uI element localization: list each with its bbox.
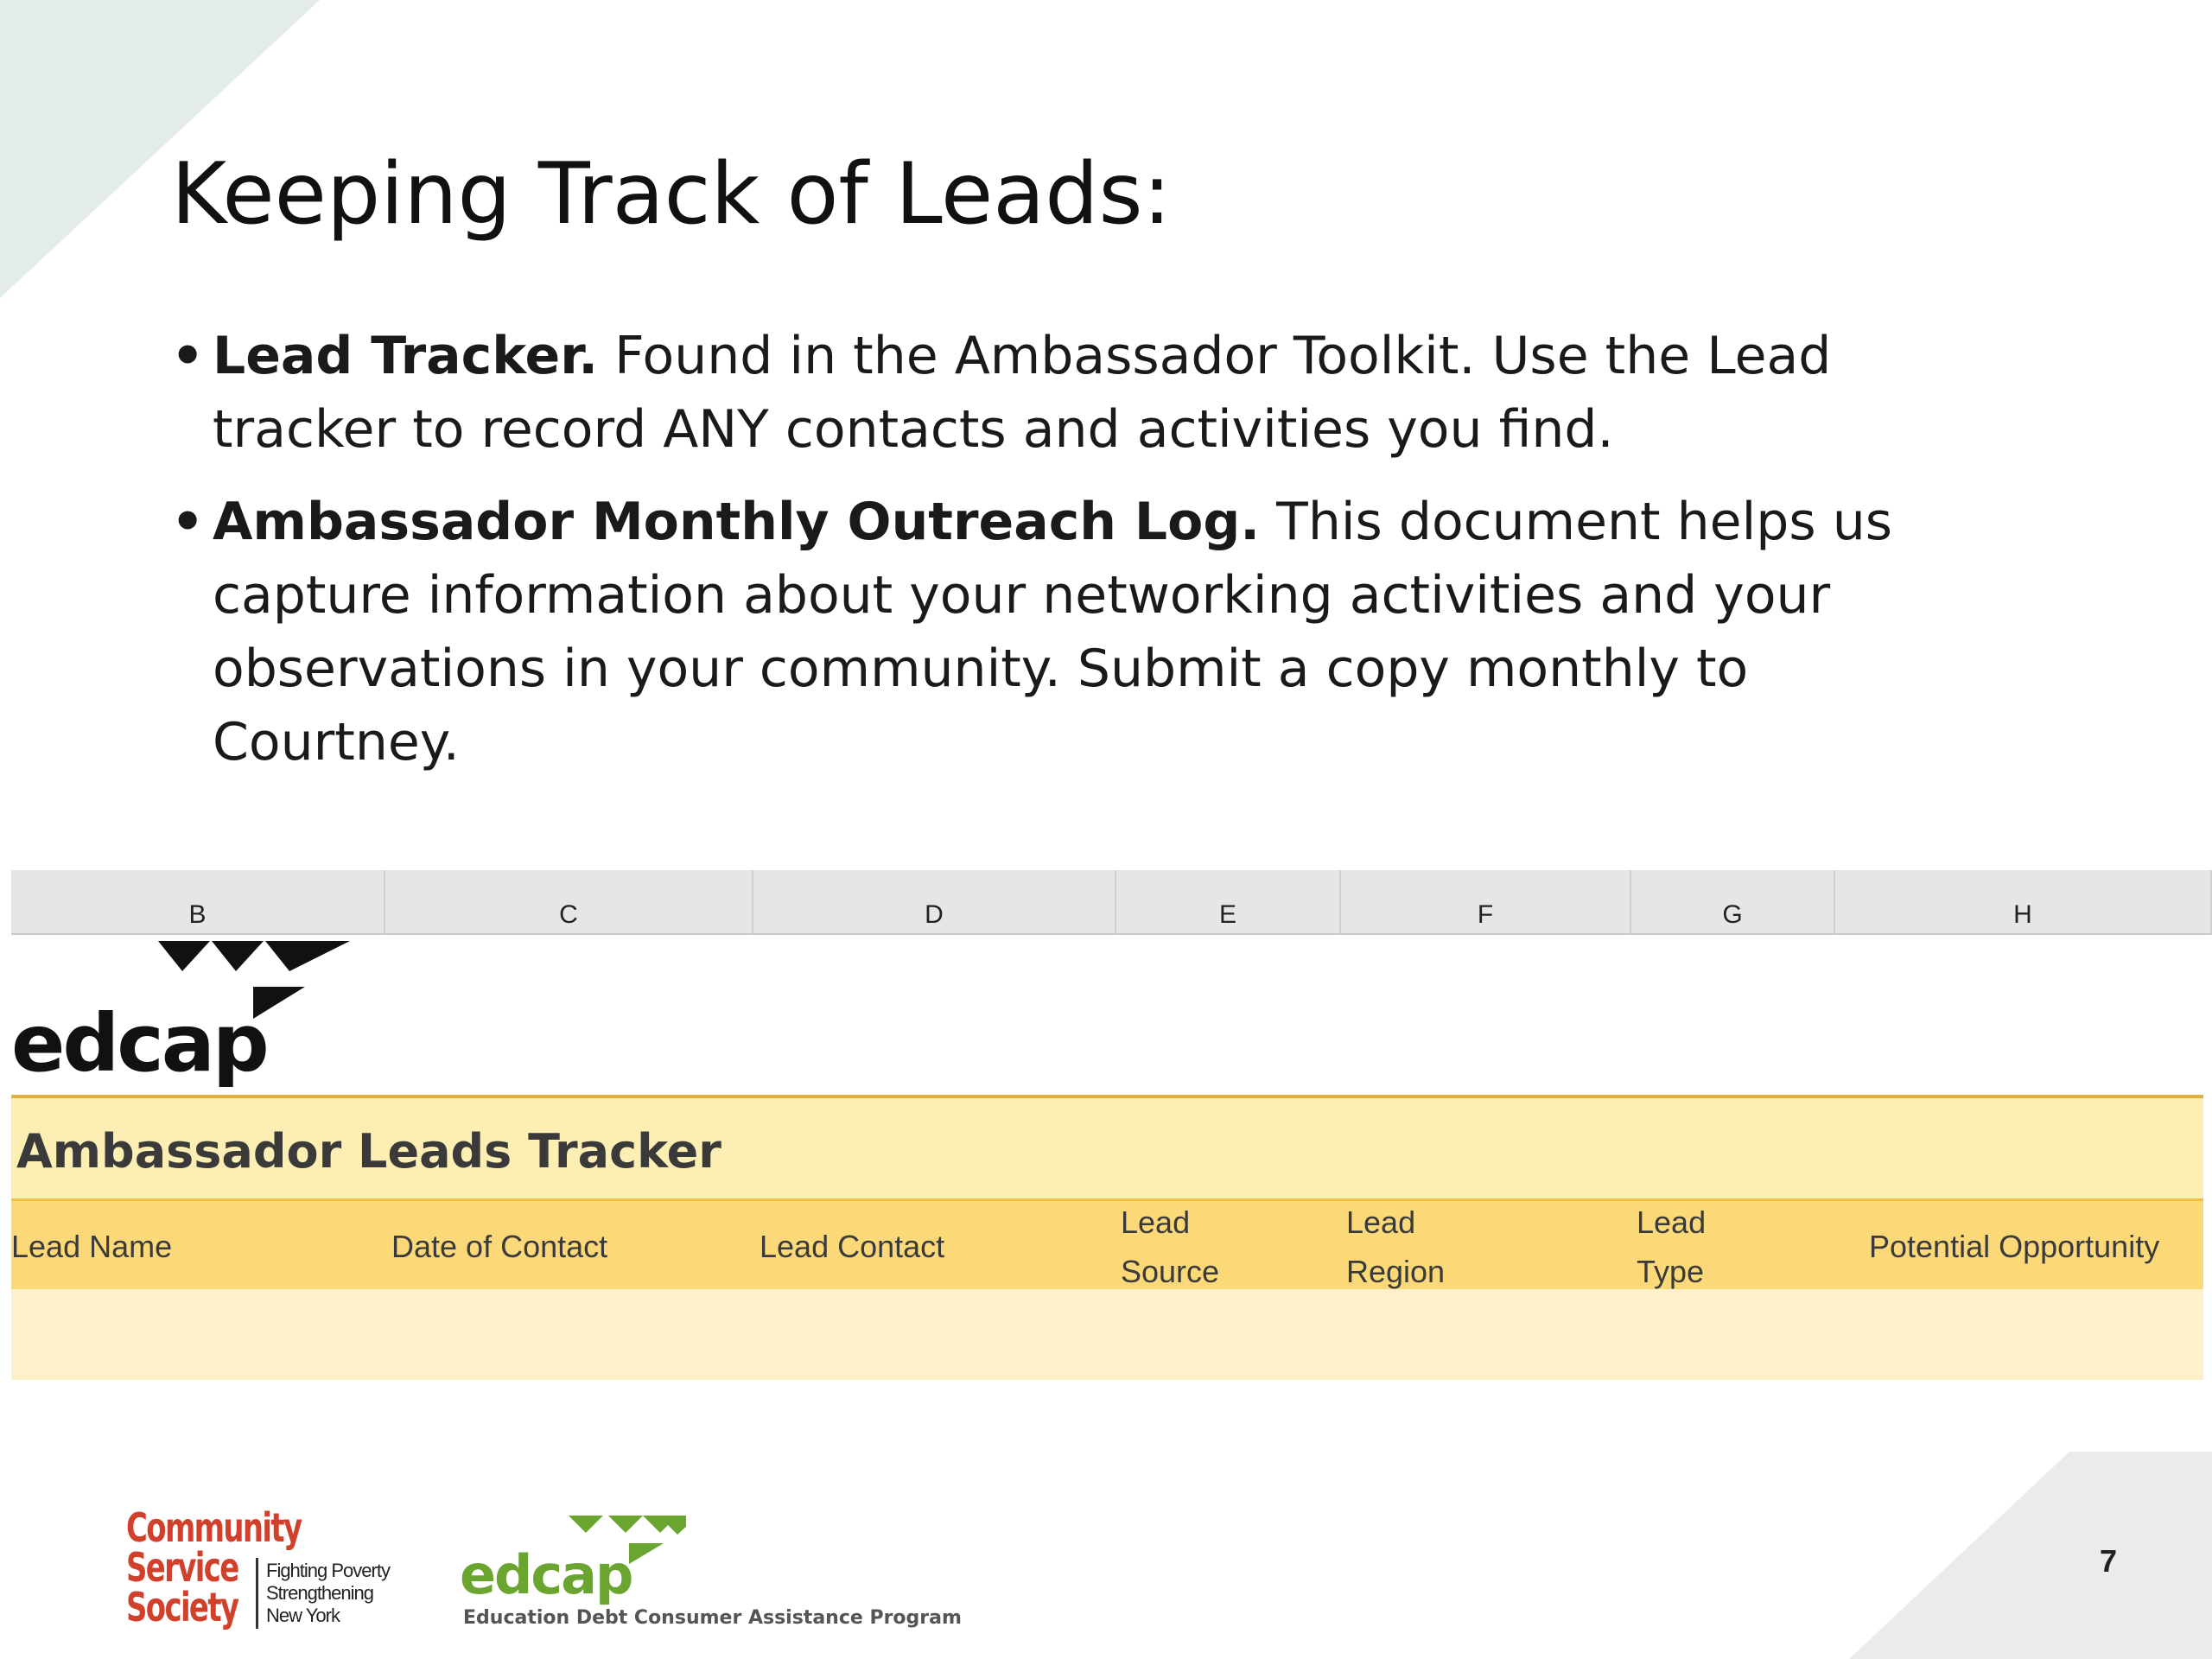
column-header-f: F <box>1341 870 1631 935</box>
css-logo-divider <box>256 1558 258 1629</box>
tracker-empty-row <box>11 1289 2203 1380</box>
css-logo-tagline: New York <box>266 1605 340 1626</box>
edcap-logo-text: edcap <box>11 997 267 1090</box>
community-service-society-logo <box>126 1504 403 1633</box>
bullet-list <box>171 320 1899 779</box>
spreadsheet-crop <box>11 870 2212 1376</box>
bullet-lead-tracker <box>171 320 1899 467</box>
css-logo-tagline: Strengthening <box>266 1582 373 1604</box>
edcap-logo-row <box>11 937 2212 1101</box>
header-date-of-contact: Date of Contact <box>391 1229 608 1264</box>
bullet-outreach-log <box>171 486 1899 779</box>
header-lead-contact: Lead Contact <box>760 1229 945 1264</box>
column-header-h: H <box>1835 870 2212 935</box>
header-lead-type: Lead Type <box>1637 1205 1707 1289</box>
bullet-dot: • <box>171 492 205 552</box>
column-header-c: C <box>385 870 753 935</box>
css-logo-word: Service <box>126 1544 238 1591</box>
corner-decoration-bottom-right <box>1849 1452 2212 1659</box>
tracker-title-band <box>11 1095 2203 1198</box>
edcap-footer-logo-text: edcap <box>460 1543 632 1606</box>
edcap-footer-tagline: Education Debt Consumer Assistance Program <box>463 1607 962 1629</box>
tracker-header-row <box>11 1198 2203 1289</box>
tracker-title: Ambassador Leads Tracker <box>16 1124 721 1179</box>
header-lead-region: Lead Region <box>1346 1205 1446 1289</box>
css-logo-tagline: Fighting Poverty <box>266 1560 390 1581</box>
edcap-footer-logo <box>460 1512 962 1633</box>
bullet-dot: • <box>171 326 205 386</box>
column-header-row <box>11 870 2212 935</box>
page-number: 7 <box>2100 1543 2118 1579</box>
bullet-bold-label: Lead Tracker. <box>213 326 599 386</box>
bullet-text: Found in the Ambassador Toolkit. Use the Lead tracker to record ANY contacts and activities you find. <box>213 326 1832 460</box>
slide-title: Keeping Track of Leads: <box>171 145 1172 244</box>
column-header-e: E <box>1116 870 1341 935</box>
header-lead-name: Lead Name <box>11 1229 173 1264</box>
column-header-g: G <box>1631 870 1835 935</box>
column-header-d: D <box>753 870 1116 935</box>
bullet-text: This document helps us capture information about your networking activities and your observations in your community. Submit a copy monthly to Courtney. <box>213 492 1892 772</box>
header-potential-opportunity: Potential Opportunity <box>1869 1229 2160 1264</box>
css-logo-word: Community <box>126 1504 302 1551</box>
column-header-b: B <box>11 870 385 935</box>
header-lead-source: Lead Source <box>1121 1205 1220 1289</box>
css-logo-word: Society <box>126 1584 238 1630</box>
bullet-bold-label: Ambassador Monthly Outreach Log. <box>213 492 1261 552</box>
